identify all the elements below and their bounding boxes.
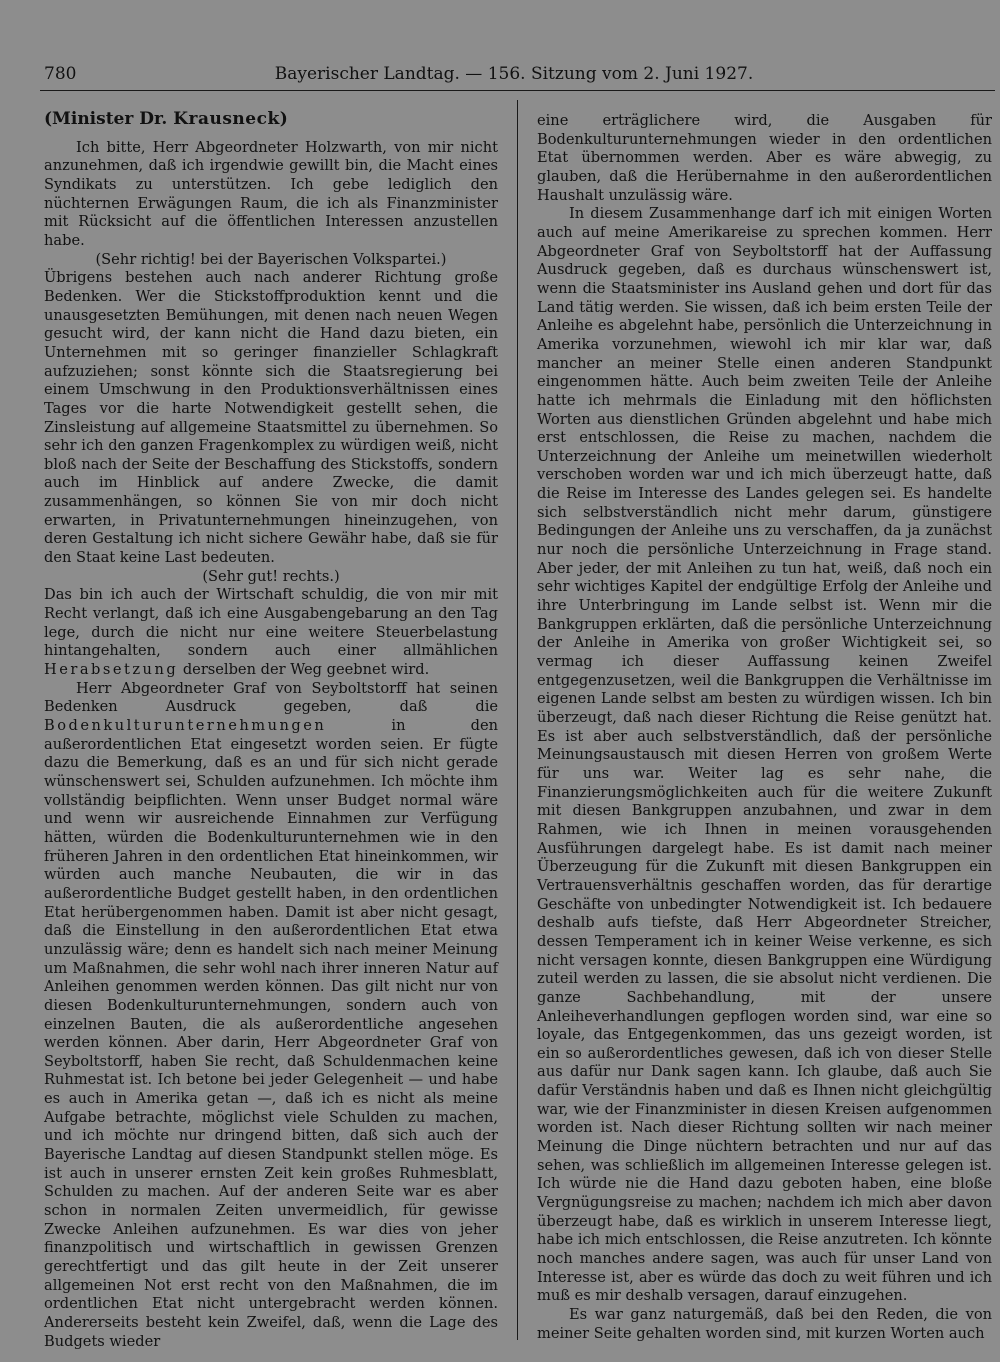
text-run: derselben der Weg geebnet wird. bbox=[178, 661, 430, 679]
speaker-close: ) bbox=[279, 109, 288, 129]
running-title: Bayerischer Landtag. — 156. Sitzung vom 2. Juni 1927. bbox=[274, 64, 754, 84]
page-header bbox=[44, 62, 984, 90]
paragraph: Es war ganz naturgemäß, daß bei den Reden, die von meiner Seite gehalten worden sind, mit kurzen Worten auch bbox=[537, 1306, 992, 1342]
paragraph: In diesem Zusammenhange darf ich mit einigen Worten auch auf meine Amerikareise zu sprechen kommen. Herr Abgeordneter Graf von Seyboltstorff hat der Auffassung Ausdruck gegeben, daß es durchaus wünschenswert ist, wenn die Staatsminister ins Ausland gehen und dort für das Land tätig werden. Sie wissen, daß ich beim ersten Teile der Anleihe es abgelehnt habe, persönlich die Unterzeichnung in Amerika vorzunehmen, wiewohl ich mir klar war, daß mancher an meiner Stelle einen anderen Standpunkt eingenommen hätte. Auch beim zweiten Teile der Anleihe hatte ich mehrmals die Einladung mit den höflichsten Worten aus dienstlichen Gründen abgelehnt und habe mich erst entschlossen, die Reise zu machen, nachdem die Unterzeichnung der Anleihe um meinetwillen wiederholt verschoben worden war und ich mich überzeugt hatte, daß die Reise im Interesse des Landes gelegen sei. Es handelte sich selbstverständlich nicht mehr darum, günstigere Bedingungen der Anleihe uns zu verschaffen, da ja zunächst nur noch die persönliche Unterzeichnung in Frage stand. Aber jeder, der mit Anleihen zu tun hat, weiß, daß noch ein sehr wichtiges Kapitel der endgültige Erfolg der Anleihe und ihre Unterbringung im Lande selbst ist. Wenn mir die Bankgruppen erklärten, daß die persönliche Unterzeichnung der Anleihe in Amerika von großer Wichtigkeit sei, so vermag ich dieser Auffassung keinen Zweifel entgegenzusetzen, weil die Bankgruppen die Verhältnisse im eigenen Lande selbst am besten zu würdigen wissen. Ich bin überzeugt, daß nach dieser Richtung die Reise genützt hat. Es ist aber auch selbstverständlich, daß der persönliche Meinungsaustausch mit diesen Herren von großem Werte für uns war. Weiter lag es sehr nahe, die Finanzierungsmöglichkeiten auch für die weitere Zukunft mit diesen Bankgruppen anzubahnen, und zwar in dem Rahmen, wie ich Ihnen in meinen vorausgehenden Ausführungen dargelegt habe. Es ist damit nach meiner Überzeugung für die Zukunft mit diesen Bankgruppen ein Vertrauensverhältnis geschaffen worden, das für derartige Geschäfte von unbedingter Notwendigkeit ist. Ich bedauere deshalb aufs tiefste, daß Herr Abgeordneter Streicher, dessen Temperament ich in keiner Weise verkenne, es sich nicht versagen konnte, diesen Bankgruppen eine Würdigung zuteil werden zu lassen, die sie absolut nicht verdienen. Die ganze Sachbehandlung, mit der unsere Anleiheverhandlungen gepflogen worden sind, war eine so loyale, das Entgegenkommen, das uns gezeigt worden, ist ein so außerordentliches gewesen, daß ich von dieser Stelle aus dafür nur Dank sagen kann. Ich glaube, daß auch Sie dafür Verständnis haben und daß es Ihnen nicht gleichgültig war, wie der Finanzminister in diesen Kreisen aufgenommen worden ist. Nach dieser Richtung sollten wir nach meiner Meinung die Dinge nüchtern betrachten und nur auf das sehen, was schließlich im allgemeinen Interesse gelegen ist. Ich würde nie die Hand dazu geboten haben, eine bloße Vergnügungsreise zu machen; nachdem ich mich aber davon überzeugt habe, daß es wirklich in unserem Interesse liegt, habe ich mich entschlossen, die Reise anzutreten. Ich könnte noch manches andere sagen, was auch für unser Land von Interesse ist, aber es würde das doch zu weit führen und ich muß es mir deshalb versagen, darauf einzugehen. bbox=[537, 205, 992, 1305]
speaker-name: Krausneck bbox=[173, 109, 280, 129]
emphasized-text: Herabsetzung bbox=[44, 661, 179, 679]
interjection: (Sehr gut! rechts.) bbox=[202, 567, 340, 585]
speaker-heading bbox=[44, 110, 498, 129]
header-rule bbox=[40, 90, 995, 91]
paragraph bbox=[44, 586, 498, 679]
left-column bbox=[44, 104, 498, 1351]
right-column bbox=[537, 112, 992, 1343]
column-rule bbox=[517, 100, 518, 1340]
paragraph: eine erträglichere wird, die Ausgaben für Bodenkulturunternehmungen wieder in den ordentlichen Etat übernommen werden. Aber es wäre abwegig, zu glauben, daß die Herübernahme in den außerordentlichen Haushalt unzulässig wäre. bbox=[537, 112, 992, 204]
emphasized-text: Bodenkulturunternehmungen bbox=[44, 717, 327, 734]
paragraph: Ich bitte, Herr Abgeordneter Holzwarth, von mir nicht anzunehmen, daß ich irgendwie gewillt bin, die Macht eines Syndikats zu unterstützen. Ich gebe lediglich den nüchternen Erwägungen Raum, die ich als Finanzminister mit Rücksicht auf die öffentlichen Interessen anzustellen habe. bbox=[44, 138, 498, 249]
text-run: Das bin ich auch der Wirtschaft schuldig, die von mir mit Recht verlangt, daß ich eine Ausgabengebarung an den Tag lege, durch die nicht nur eine weitere Steuerbelastung hintangehalten, sondern auch einer allmählichen bbox=[44, 586, 498, 660]
speaker-open: (Minister Dr. bbox=[44, 109, 174, 129]
paragraph bbox=[44, 680, 498, 1352]
page-number: 780 bbox=[44, 64, 77, 84]
interjection: (Sehr richtig! bei der Bayerischen Volkspartei.) bbox=[95, 250, 447, 268]
text-run: Herr Abgeordneter Graf von Seyboltstorff hat seinen Bedenken Ausdruck gegeben, daß die bbox=[44, 679, 498, 716]
text-run: in den außerordentlichen Etat eingesetzt worden seien. Er fügte dazu die Bemerkung, daß es an und für sich nicht gerade wünschenswert sei, Schulden aufzunehmen. Ich möchte ihm vollständig beipflichten. Wenn unser Budget normal wäre und wenn wir ausreichende Einnahmen zur Verfügung hätten, würden die Bodenkulturunternehmen wie in den früheren Jahren in den ordentlichen Etat hineinkommen, wir würden auch manche Neubauten, die wir in das außerordentliche Budget gestellt haben, in den ordentlichen Etat herübergenommen haben. Damit ist aber nicht gesagt, daß die Einstellung in den außerordentlichen Etat etwa unzulässig wäre; denn es handelt sich nach meiner Meinung um Maßnahmen, die sehr wohl nach ihrer inneren Natur auf Anleihen genommen werden können. Das gilt nicht nur von diesen Bodenkulturunternehmungen, sondern auch von einzelnen Bauten, die als außerordentliche angesehen werden können. Aber darin, Herr Abgeordneter Graf von Seyboltstorff, haben Sie recht, daß Schuldenmachen keine Ruhmestat ist. Ich betone bei jeder Gelegenheit — und habe es auch in Amerika getan —, daß ich es nicht als meine Aufgabe betrachte, möglichst viele Schulden zu machen, und ich möchte nur dringend bitten, daß sich auch der Bayerische Landtag auf diesen Standpunkt stellen möge. Es ist auch in unserer ernsten Zeit kein großes Ruhmesblatt, Schulden zu machen. Auf der anderen Seite war es aber schon in normalen Zeiten unvermeidlich, für gewisse Zwecke Anleihen aufzunehmen. Es war dies von jeher finanzpolitisch und wirtschaftlich in gewissen Grenzen gerechtfertigt und das gilt heute in der Zeit unserer allgemeinen Not erst recht von den Maßnahmen, die im ordentlichen Etat nicht untergebracht werden können. Andererseits besteht kein Zweifel, daß, wenn die Lage des Budgets wieder bbox=[44, 717, 498, 1350]
paragraph: Übrigens bestehen auch nach anderer Richtung große Bedenken. Wer die Stickstoffproduktion kennt und die unausgesetzten Bemühungen, mit denen nach neuen Wegen gesucht wird, der kann nicht die Hand dazu bieten, ein Unternehmen mit so geringer finanzieller Schlagkraft aufzuziehen; sonst könnte sich die Staatsregierung bei einem Umschwung in den Produktionsverhältnissen eines Tages vor die harte Notwendigkeit gestellt sehen, die Zinsleistung auf allgemeine Staatsmittel zu übernehmen. So sehr ich den ganzen Fragenkomplex zu würdigen weiß, nicht bloß nach der Seite der Beschaffung des Stickstoffs, sondern auch im Hinblick auf andere Zwecke, die damit zusammenhängen, so können Sie von mir doch nicht erwarten, in Privatunternehmungen hineinzugehen, von deren Gestaltung ich nicht sichere Gewähr habe, daß sie für den Staat keine Last bedeuten. bbox=[44, 269, 498, 567]
